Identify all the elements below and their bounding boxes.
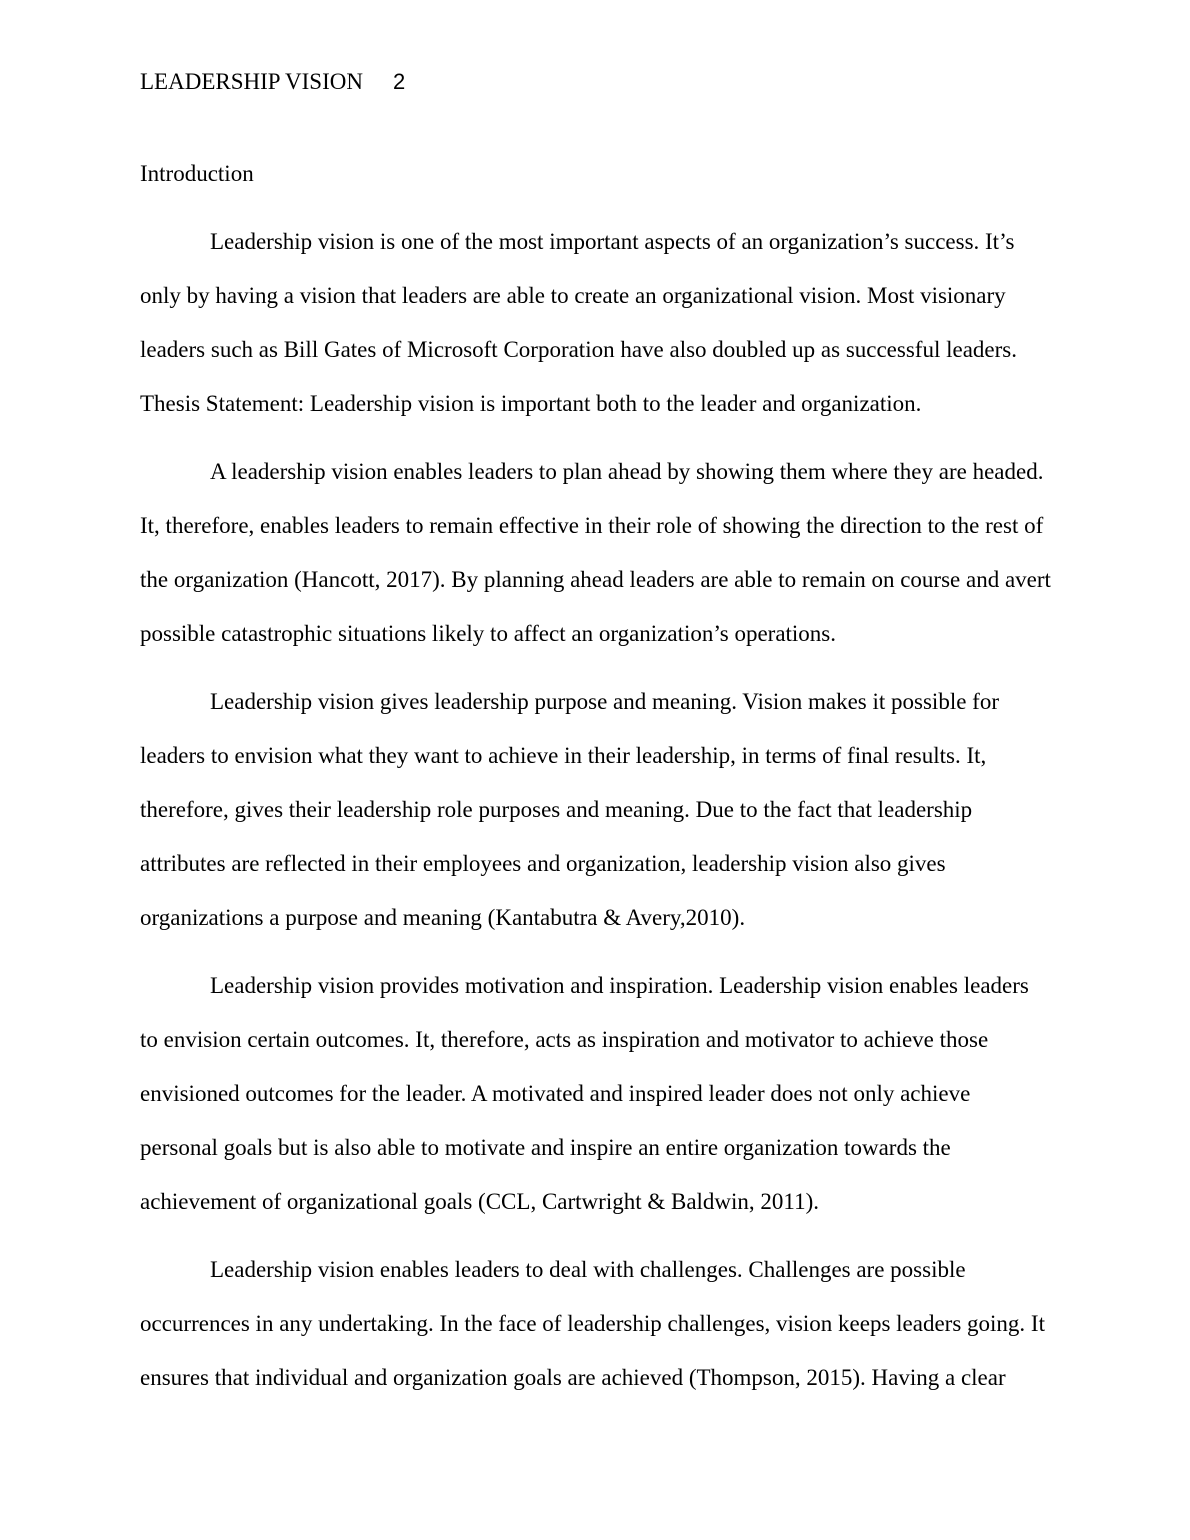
- section-heading: Introduction: [140, 161, 254, 186]
- page-header: [140, 68, 405, 96]
- document-body: [140, 147, 1052, 1419]
- page-number: 2: [392, 69, 406, 94]
- running-head: LEADERSHIP VISION: [140, 69, 363, 94]
- paragraph-purpose-meaning: Leadership vision gives leadership purpose and meaning. Vision makes it possible for leaders to envision what they want to achieve in their leadership, in terms of final results. It, therefore, gives their leadership role purposes and meaning. Due to the fact that leadership attributes are reflected in their employees and organization, leadership vision also gives organizations a purpose and meaning (Kantabutra & Avery,2010).: [140, 689, 999, 930]
- paragraph-motivation: Leadership vision provides motivation and inspiration. Leadership vision enables leaders to envision certain outcomes. It, therefore, acts as inspiration and motivator to achieve those envisioned outcomes for the leader. A motivated and inspired leader does not only achieve personal goals but is also able to motivate and inspire an entire organization towards the achievement of organizational goals (CCL, Cartwright & Baldwin, 2011).: [140, 973, 1029, 1214]
- paragraph-plan-ahead: A leadership vision enables leaders to plan ahead by showing them where they are headed. It, therefore, enables leaders to remain effective in their role of showing the direction to the rest of the organization (Hancott, 2017). By planning ahead leaders are able to remain on course and avert possible catastrophic situations likely to affect an organization’s operations.: [140, 459, 1051, 646]
- paragraph-intro: Leadership vision is one of the most important aspects of an organization’s success. It’s only by having a vision that leaders are able to create an organizational vision. Most visionary leaders such as Bill Gates of Microsoft Corporation have also doubled up as successful leaders. Thesis Statement: Leadership vision is important both to the leader and organization.: [140, 229, 1017, 416]
- paragraph-challenges: Leadership vision enables leaders to deal with challenges. Challenges are possible occurrences in any undertaking. In the face of leadership challenges, vision keeps leaders going. It ensures that individual and organization goals are achieved (Thompson, 2015). Having a clear: [140, 1257, 1045, 1390]
